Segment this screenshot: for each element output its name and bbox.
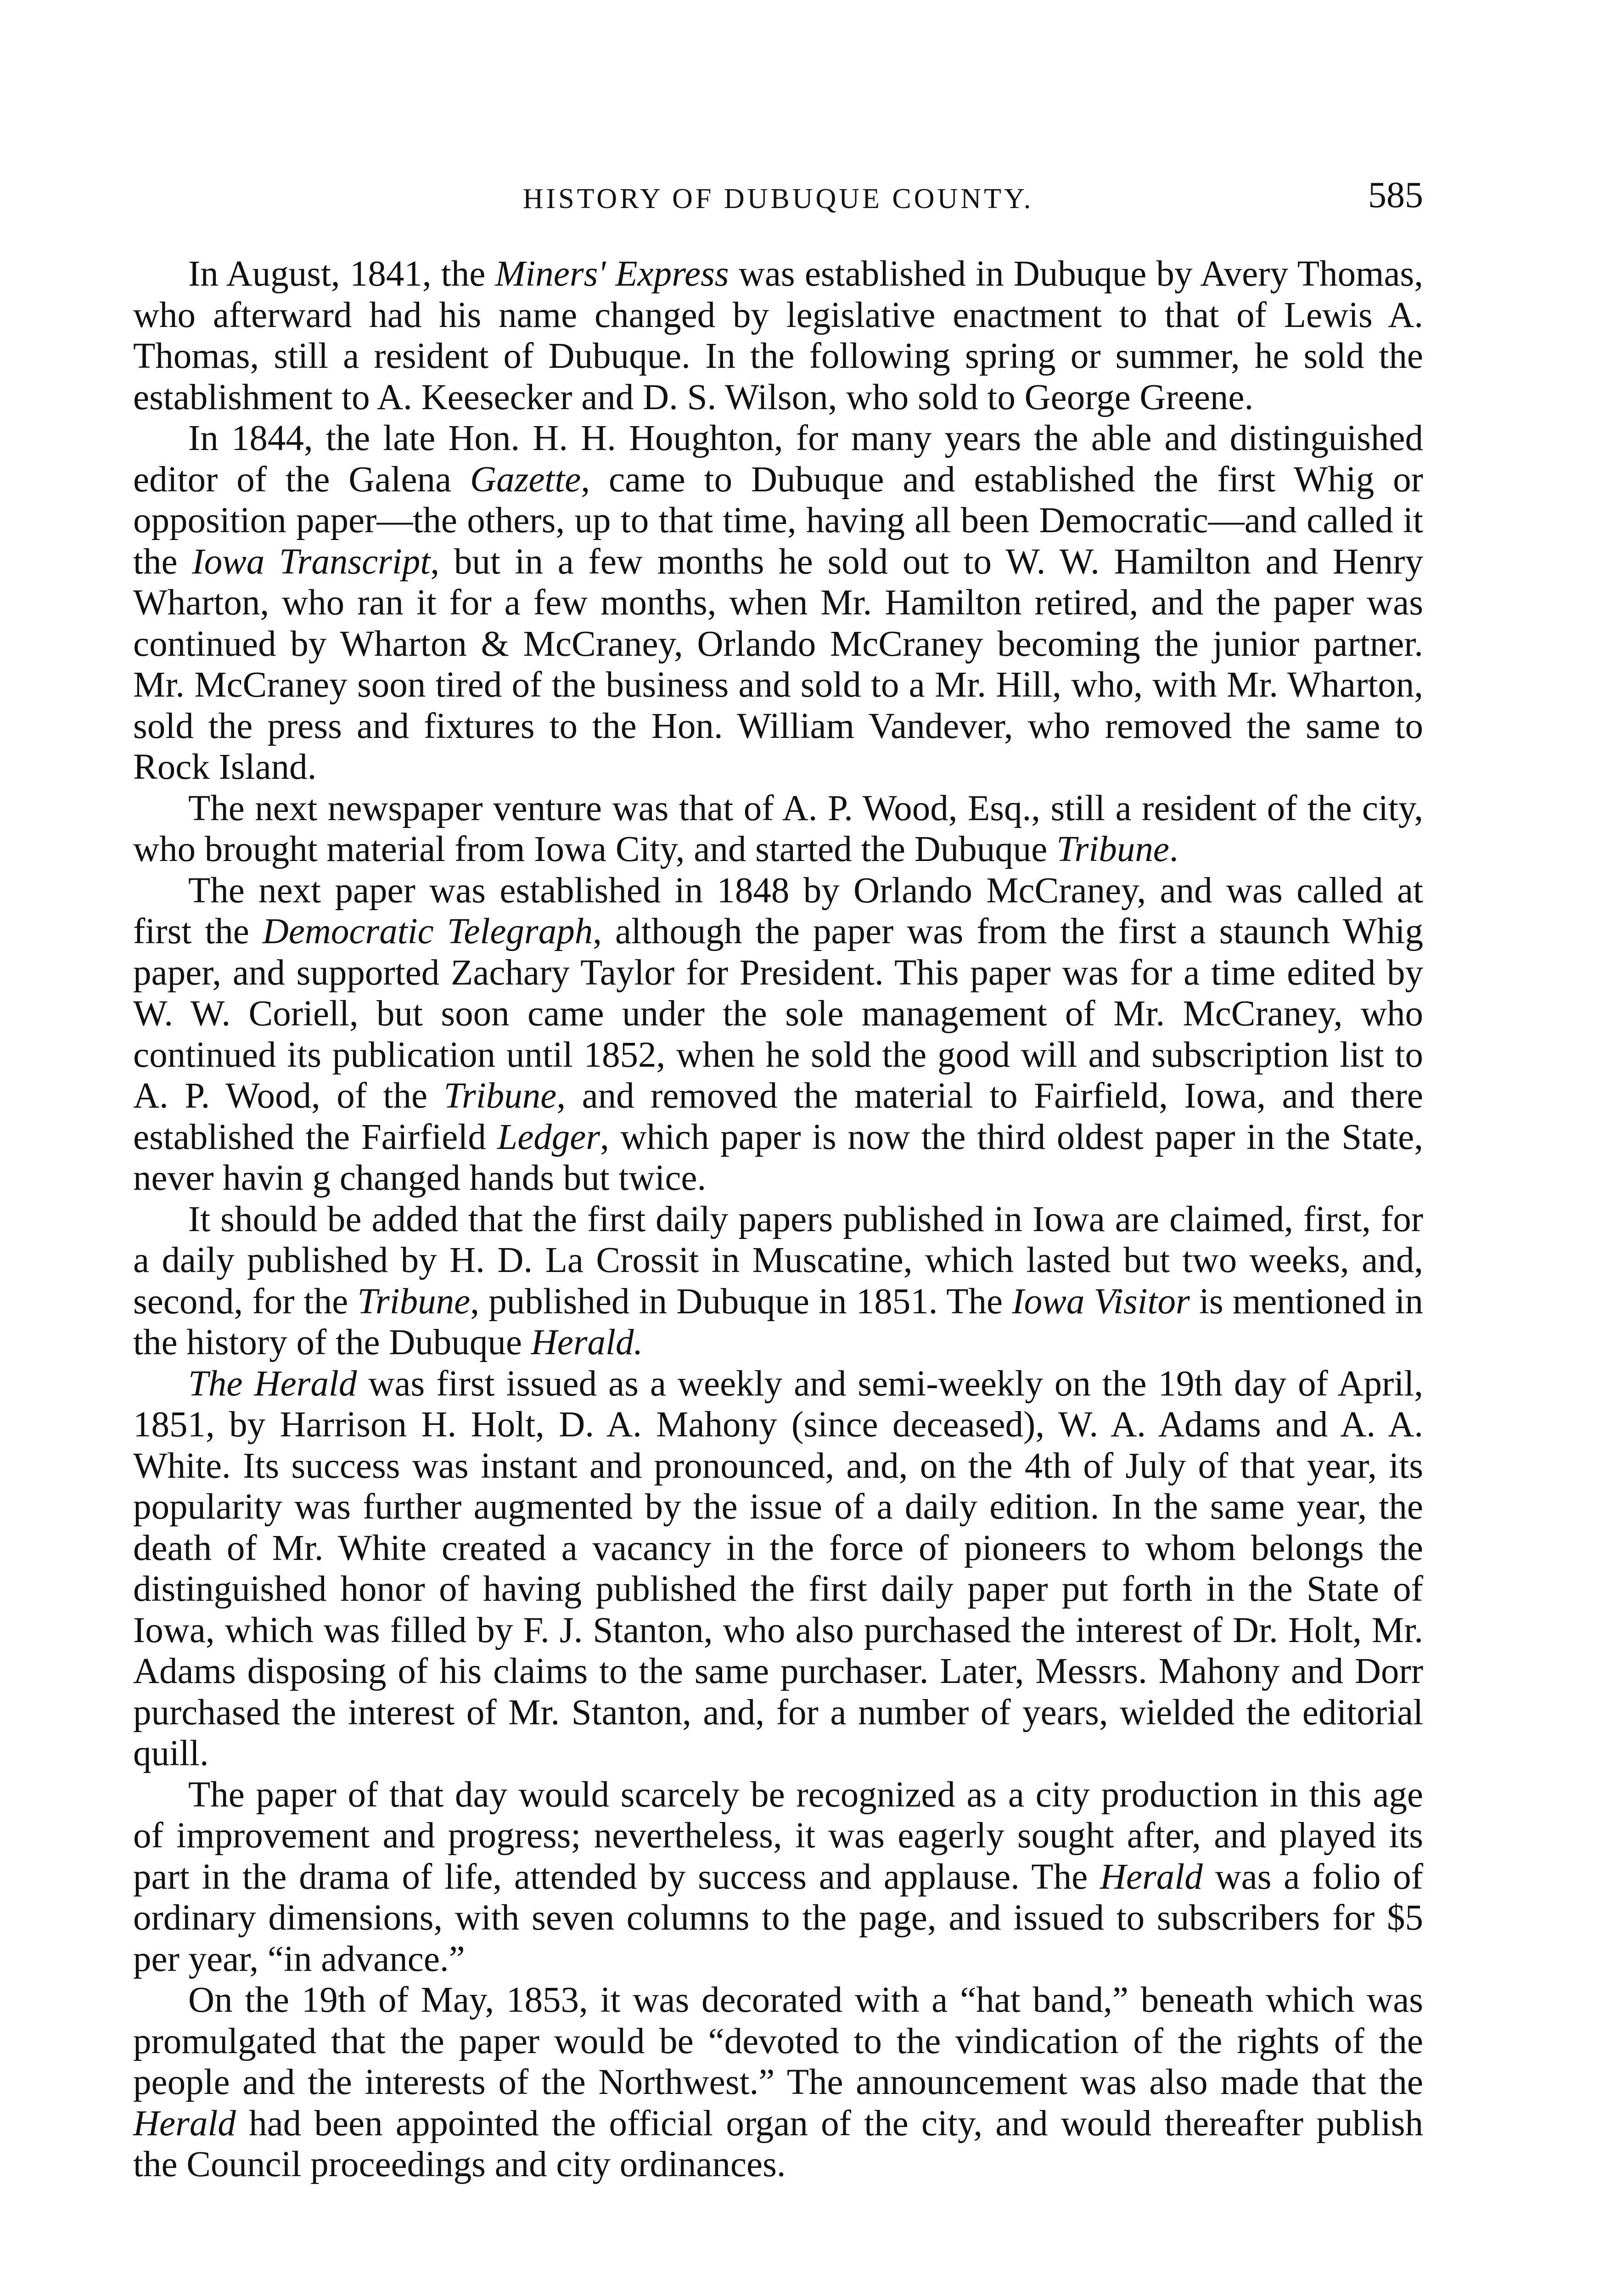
text-run: is mentioned in the history of the Dubuque [133, 1281, 1423, 1362]
italic-title-text: Herald [133, 2103, 236, 2144]
paragraph [133, 1774, 1423, 1980]
italic-title-text: Democratic Telegraph [262, 912, 593, 951]
italic-title-text: Ledger [497, 1117, 600, 1157]
paragraph [133, 1199, 1423, 1363]
text-run: The paper of that day would scarcely be recognized as a city production in this age of improvement and progress; nevertheless, it was eagerly sought after, and played its part in the drama of life, attended by success and applause. The [133, 1774, 1423, 1897]
text-run: On the 19th of May, 1853, it was decorated with a “hat band,” beneath which was promulgated that the paper would be “devoted to the vindication of the rights of the people and the interests of the Northwest.” The announcement was also made that the [133, 1980, 1423, 2102]
paragraph [133, 1980, 1423, 2185]
italic-title-text: Gazette [470, 459, 581, 500]
paragraph [133, 870, 1423, 1199]
paragraph [133, 1363, 1423, 1774]
italic-title-text: The Herald [188, 1363, 357, 1404]
paragraph [133, 788, 1423, 870]
text-run: In August, 1841, the [188, 254, 495, 294]
paragraph [133, 253, 1423, 418]
text-run: had been appointed the official organ of the city, and would thereafter publish the Council proceedings and city ordinances. [133, 2103, 1423, 2184]
text-run: was first issued as a weekly and semi-weekly on the 19th day of April, 1851, by Harrison H. Holt, D. A. Mahony (since deceased), W. A. Adams and A. A. White. Its success was instant and pronounced, and, on the 4th of July of that year, its popularity was further augmented by the issue of a daily edition. In the same year, the death of Mr. White created a vacancy in the force of pioneers to whom belongs the distinguished honor of having published the first daily paper put forth in the State of Iowa, which was filled by F. J. Stanton, who also purchased the interest of Dr. Holt, Mr. Adams disposing of his claims to the same purchaser. Later, Messrs. Mahony and Dorr purchased the interest of Mr. Stanton, and, for a number of years, wielded the editorial quill. [133, 1363, 1423, 1773]
italic-title-text: Tribune [1056, 829, 1169, 869]
text-run: In 1844, the late Hon. H. H. Houghton, for many years the able and distinguished editor of the Galena [133, 418, 1423, 500]
text-run: , but in a few months he sold out to W. W. Hamilton and Henry Wharton, who ran it for a few months, when Mr. Hamilton retired, and the paper was continued by Wharton & McCraney, Orlando McCraney becoming the junior partner. Mr. McCraney soon tired of the business and sold to a Mr. Hill, who, with Mr. Wharton, sold the press and fixtures to the Hon. William Vandever, who removed the same to Rock Island. [133, 541, 1423, 787]
italic-title-text: Tribune [357, 1281, 471, 1322]
text-run: , and removed the material to Fairfield, Iowa, and there established the Fairfield [133, 1076, 1423, 1157]
italic-title-text: Miners' Express [495, 254, 729, 294]
running-head [133, 174, 1423, 230]
text-run: The next paper was established in 1848 by Orlando McCraney, and was called at first the [133, 870, 1423, 951]
text-run: , came to Dubuque and established the first Whig or opposition paper—the others, up to that time, having all been Democratic—and called it the [133, 459, 1423, 582]
italic-title-text: Herald [1100, 1857, 1203, 1897]
book-page [133, 174, 1423, 2185]
page-number: 585 [1368, 175, 1423, 215]
italic-title-text: Herald. [531, 1322, 643, 1362]
text-run: , published in Dubuque in 1851. The [470, 1281, 1012, 1322]
running-title: HISTORY OF DUBUQUE COUNTY. [522, 183, 1034, 214]
text-run: . [1169, 829, 1178, 869]
text-run: , which paper is now the third oldest paper in the State, never havin g changed hands but twice. [133, 1117, 1423, 1198]
italic-title-text: Tribune [443, 1076, 557, 1116]
italic-title-text: Iowa Transcript [192, 541, 431, 582]
text-run: was established in Dubuque by Avery Thomas, who afterward had his name changed by legislative enactment to that of Lewis A. Thomas, still a resident of Dubuque. In the following spring or summer, he sold the establishment to A. Keesecker and D. S. Wilson, who sold to George Greene. [133, 254, 1423, 417]
italic-title-text: Iowa Visitor [1012, 1281, 1190, 1322]
text-run: , although the paper was from the first a staunch Whig paper, and supported Zachary Taylor for President. This paper was for a time edited by W. W. Coriell, but soon came under the sole management of Mr. McCraney, who continued its publication until 1852, when he sold the good will and subscription list to A. P. Wood, of the [133, 912, 1423, 1116]
text-run: It should be added that the first daily papers published in Iowa are claimed, first, for a daily published by H. D. La Crossit in Muscatine, which lasted but two weeks, and, second, for the [133, 1199, 1423, 1322]
text-run: The next newspaper venture was that of A. P. Wood, Esq., still a resident of the city, who brought material from Iowa City, and started the Dubuque [133, 788, 1423, 869]
body-text [133, 253, 1423, 2185]
paragraph [133, 418, 1423, 788]
text-run: was a folio of ordinary dimensions, with seven columns to the page, and issued to subscribers for $5 per year, “in advance.” [133, 1857, 1423, 1979]
